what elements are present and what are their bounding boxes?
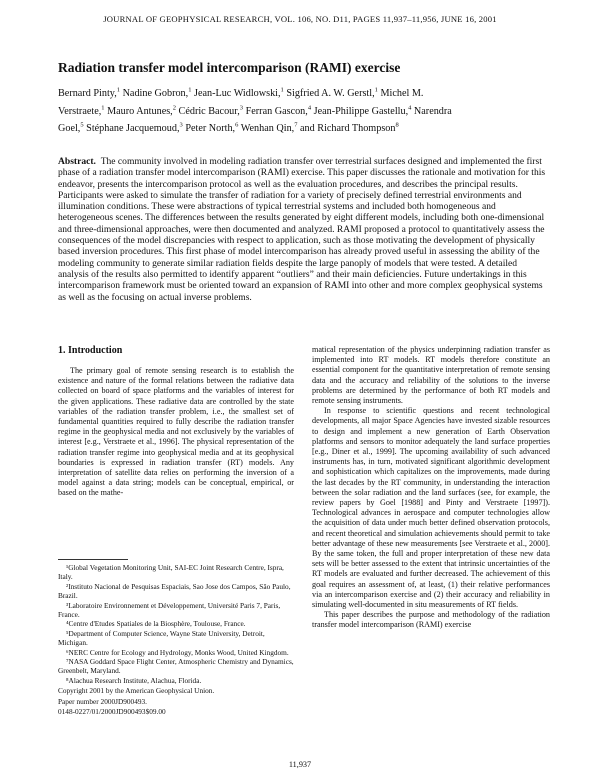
footnote-rule	[58, 559, 128, 560]
affiliation-footnotes	[58, 559, 294, 685]
abstract-label: Abstract.	[58, 156, 96, 167]
footnote: ⁸Alachua Research Institute, Alachua, Florida.	[66, 675, 202, 685]
copyright-line: Copyright 2001 by the American Geophysical Union.	[58, 686, 215, 695]
author: Nadine Gobron,$^1$	[122, 87, 192, 100]
author: Stéphane Jacquemoud,$^3$	[86, 121, 183, 135]
author-list	[58, 84, 453, 136]
left-column	[58, 345, 294, 499]
section-heading-introduction: 1. Introduction	[58, 345, 123, 356]
footnote: ⁵Department of Computer Science, Wayne State University, Detroit, Michigan.	[58, 628, 265, 648]
abstract	[58, 156, 546, 303]
page-number: 11,937	[288, 760, 312, 769]
copyright-block	[58, 686, 294, 718]
intro-paragraph-3: This paper describes the purpose and methodology of the radiation transfer model intercomparison (RAMI) exercise	[312, 610, 550, 630]
author: Mauro Antunes,$^2$	[107, 104, 176, 117]
paper-title: Radiation transfer model intercomparison (RAMI) exercise	[58, 60, 401, 75]
author: Bernard Pinty,$^1$	[58, 87, 121, 100]
footnote: ⁴Centre d'Etudes Spatiales de la Biosphère, Toulouse, France.	[66, 619, 246, 629]
footnote: ²Instituto Nacional de Pesquisas Espaciais, Sao Jose dos Campos, São Paulo, Brazil.	[58, 581, 291, 601]
author: Jean-Philippe Gastellu,$^4$	[313, 104, 412, 117]
footnote: ⁷NASA Goddard Space Flight Center, Atmospheric Chemistry and Dynamics, Greenbelt, Maryland.	[58, 657, 294, 676]
author: Narendra Goel,$^5$	[58, 105, 452, 135]
author: Cédric Bacour,$^3$	[178, 104, 244, 117]
paper-number: Paper number 2000JD900493.	[58, 697, 147, 707]
author: Wenhan Qin,$^7$	[240, 121, 298, 135]
author: Michel M. Verstraete,$^1$	[58, 88, 424, 117]
intro-paragraph-continued: matical representation of the physics underpinning radiation transfer as implemented into RT models. RT models therefore constitute an essential component for the quantitative interpretation of remote sensing data and the accuracy and reliability of the solutions to the inverse problems are determined by the performance of both RT models and remote sensing instruments.	[312, 345, 550, 406]
author: Sigfried A. W. Gerstl,$^1$	[286, 87, 378, 100]
footnote: ³Laboratoire Environnement et Développement, Université Paris 7, Paris, France.	[58, 600, 281, 620]
footnote: ¹Global Vegetation Monitoring Unit, SAI-EC Joint Research Centre, Ispra, Italy.	[58, 563, 284, 582]
footnote: ⁶NERC Centre for Ecology and Hydrology, Monks Wood, United Kingdom.	[66, 647, 289, 657]
author: Ferran Gascon,$^4$	[245, 104, 312, 117]
author: and Richard Thompson$^8$	[300, 121, 399, 135]
author: Peter North,$^6$	[185, 121, 239, 135]
abstract-text: The community involved in modeling radiation transfer over terrestrial surfaces designed and implemented the first phase of a radiation transfer model intercomparison (RAMI) exercise. This paper discusses the rationale and motivation for this endeavor, presents the intercomparison protocol as well as the evaluation procedures, and describes the principal results. Participants were asked to simulate the transfer of radiation for a variety of precisely defined terrestrial environments and illumination conditions. These were abstractions of typical terrestrial systems and included both homogeneous and heterogeneous scenes. The differences between the results generated by eight different models, including both one-dimensional and three-dimensional approaches, were then documented and analyzed. RAMI proposed a protocol to quantitatively assess the consequences of the model discrepancies with respect to application, such as those motivating the development of physically based inversion procedures. This first phase of model intercomparison has already proved useful in assessing the ability of the modeling community to generate similar radiation fields despite the large panoply of models that were tested. A detailed analysis of the results also permitted to identify apparent “outliers” and their main deficiencies. Future undertakings in this intercomparison framework must be oriented toward an expansion of RAMI into other and more complex geophysical systems as well as the focusing on actual inverse problems.	[58, 156, 546, 303]
journal-header: JOURNAL OF GEOPHYSICAL RESEARCH, VOL. 106, NO. D11, PAGES 11,937–11,956, JUNE 16, 2001	[103, 14, 497, 24]
issn-code: 0148-0227/01/2000JD900493$09.00	[58, 706, 166, 716]
author: Jean-Luc Widlowski,$^1$	[194, 87, 284, 100]
intro-paragraph-1: The primary goal of remote sensing research is to establish the existence and nature of the formal relations between the radiative data collected on board of space platforms and the variables of interest for the given applications. These radiative data are controlled by the state variables of the radiation transfer problem, i.e., the smallest set of fundamental quantities required to fully describe the radiation transfer regime in the geophysical media and not exclusively by the variables of interest [e.g., Verstraete et al., 1996]. The physical representation of the radiation transfer regime into geophysical media and at its geophysical boundaries is expressed in radiation transfer (RT) models. Any interpretation of satellite data relies on performing the inversion of a model against a data string; models can be conceptual, empirical, or based on the mathe-	[58, 366, 294, 498]
right-column	[312, 345, 550, 631]
intro-paragraph-2: In response to scientific questions and recent technological developments, all major Space Agencies have invested sizable resources to design and implement a new generation of Earth Observation platforms and sensors to monitor adequately the land surface properties [e.g., Diner et al., 1999]. The upcoming availability of such advanced instruments has, in turn, motivated significant algorithmic development and sophistication which capitalizes on the improvements, made during the last decades by the RT community, in understanding the interaction between the solar radiation and the land surfaces (see, for example, the review papers by Goel [1988] and Pinty and Verstraete [1997]). Technological advances in aerospace and computer technologies allow the acquisition of data under much better defined observation protocols, and recent theoretical and simulation achievements should permit to take better advantage of these new measurements [see Verstraete et al., 2000]. By the same token, the full and proper interpretation of these new data sets will be better assessed to the extent that intrinsic uncertainties of the RT models are evaluated and further decreased. The achievement of this goal requires an assessment of, at least, (1) their relative performances via an intercomparison exercise and (2) their accuracy and reliability in simulating well-documented in situ measurements of RT fields.	[312, 406, 550, 610]
